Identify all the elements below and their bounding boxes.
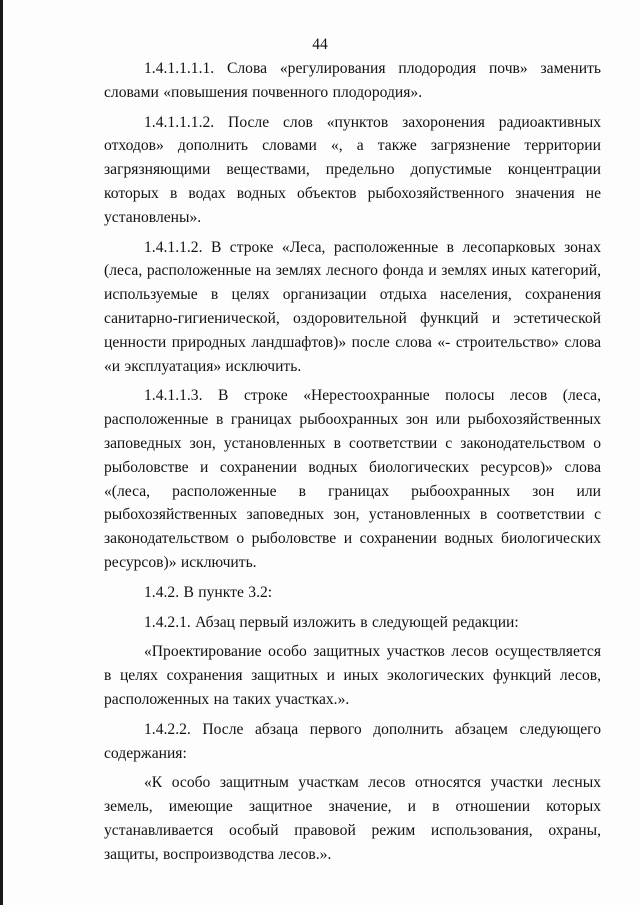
- page-number: 44: [312, 36, 328, 53]
- scan-edge: [0, 0, 3, 905]
- paragraph-1-4-1-1-3: 1.4.1.1.3. В строке «Нерестоохранные полосы лесов (леса, расположенные в границах рыбоохранных зон или рыбохозяйственных заповедных зон, установленных в соответствии с законодательством о рыболовстве и сохранении водных биологических ресурсов)» слова «(леса, расположенные в границах рыбоохранных зон или рыбохозяйственных заповедных зон, установленных в соответствии с законодательством о рыболовстве и сохранении водных биологических ресурсов)» исключить.: [104, 387, 601, 571]
- document-body: [104, 57, 601, 867]
- paragraph-1-4-2: 1.4.2. В пункте 3.2:: [144, 583, 273, 601]
- paragraph-1-4-2-1: 1.4.2.1. Абзац первый изложить в следующей редакции:: [144, 613, 519, 631]
- paragraph-quote-1: «Проектирование особо защитных участков лесов осуществляется в целях сохранения защитных и иных экологических функций лесов, расположенных на таких участках.».: [104, 643, 601, 708]
- paragraph-quote-2: «К особо защитным участкам лесов относятся участки лесных земель, имеющие защитное значение, и в отношении которых устанавливается особый правовой режим использования, охраны, защиты, воспроизводства лесов.».: [104, 774, 601, 863]
- paragraph-1-4-1-1-2: 1.4.1.1.2. В строке «Леса, расположенные в лесопарковых зонах (леса, расположенные на землях лесного фонда и землях иных категорий, используемые в целях организации отдыха населения, сохранения санитарно-гигиенической, оздоровительной функций и эстетической ценности природных ландшафтов)» после слова «- строительство» слова «и эксплуатация» исключить.: [104, 238, 601, 375]
- paragraph-1-4-1-1-1-1: 1.4.1.1.1.1. Слова «регулирования плодородия почв» заменить словами «повышения почвенного плодородия».: [104, 60, 601, 101]
- paragraph-1-4-2-2: 1.4.2.2. После абзаца первого дополнить абзацем следующего содержания:: [104, 720, 601, 762]
- paragraph-1-4-1-1-1-2: 1.4.1.1.1.2. После слов «пунктов захоронения радиоактивных отходов» дополнить словами «, а также загрязнение территории загрязняющими веществами, предельно допустимые концентрации которых в водах водных объектов рыбохозяйственного значения не установлены».: [104, 113, 601, 226]
